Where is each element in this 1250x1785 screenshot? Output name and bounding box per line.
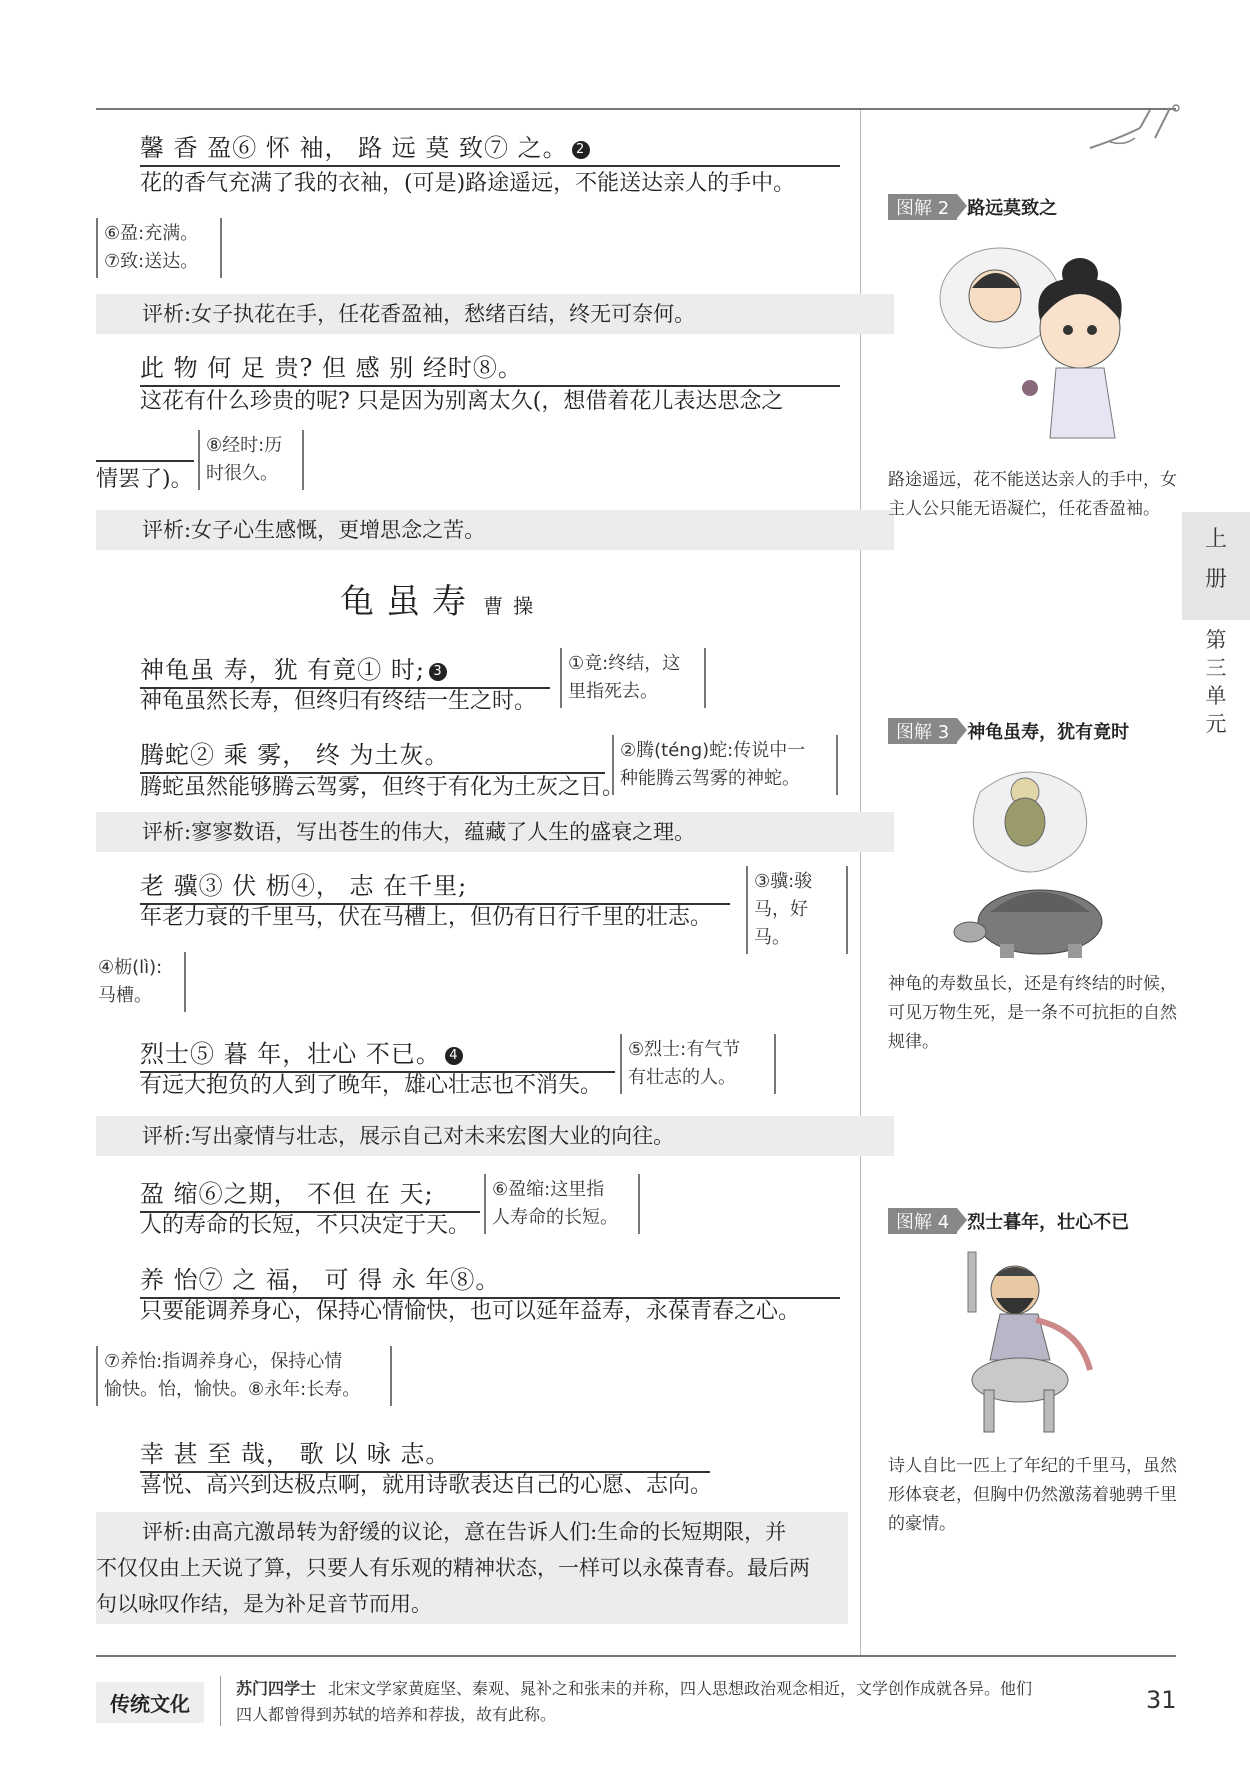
poem-line: 烈士⑤ 暮 年，壮心 不已。 4 <box>140 1034 615 1073</box>
unit-tab: 第 三 单 元 <box>1182 620 1250 746</box>
annotation-box: ②腾(téng)蛇:传说中一 种能腾云驾雾的神蛇。 <box>612 735 838 795</box>
footer-text: 苏门四学士 北宋文学家黄庭坚、秦观、晁补之和张耒的并称，四人思想政治观念相近，文学创作成就各异。他们 四人都曾得到苏轼的培养和荐拔，故有此称。 <box>236 1679 1033 1724</box>
column-divider <box>860 110 861 1655</box>
figure-label: 图解 4 烈士暮年，壮心不已 <box>888 1208 1129 1234</box>
bottom-rule <box>96 1655 1176 1657</box>
poem-author: 曹操 <box>483 594 544 618</box>
annotation-box: ①竟:终结，这 里指死去。 <box>560 648 706 708</box>
poem-line: 养 怡⑦ 之 福， 可 得 永 年⑧。 <box>140 1260 840 1299</box>
translation: 花的香气充满了我的衣袖，(可是)路途遥远，不能送达亲人的手中。 <box>140 171 796 196</box>
annotation-box: ⑥盈缩:这里指 人寿命的长短。 <box>484 1174 640 1234</box>
note-marker: 3 <box>429 663 447 681</box>
note-marker: 2 <box>572 141 590 159</box>
poem-line: 幸 甚 至 哉， 歌 以 咏 志。 <box>140 1434 710 1473</box>
annotation-box: ⑧经时:历 时很久。 <box>198 430 304 490</box>
poem-line: 神龟虽 寿，犹 有竟① 时; 3 <box>140 650 550 689</box>
top-rule <box>96 108 1176 110</box>
poem-line: 此 物 何 足 贵? 但 感 别 经时⑧。 <box>140 348 840 387</box>
translation: 这花有什么珍贵的呢? 只是因为别离太久(，想借着花儿表达思念之 <box>140 389 784 414</box>
poem-title-row <box>340 574 543 623</box>
illustration-old-warrior-on-horse <box>940 1250 1110 1440</box>
poem-title: 龟虽寿 <box>340 582 478 622</box>
annotation-box: ⑥盈:充满。 ⑦致:送达。 <box>96 218 222 278</box>
figure-label: 图解 2 路远莫致之 <box>888 194 1057 220</box>
annotation-box: ③骥:骏 马，好马。 <box>746 866 848 954</box>
poem-line: 腾蛇② 乘 雾， 终 为土灰。 <box>140 735 605 774</box>
poem-line: 盈 缩⑥之期， 不但 在 天; <box>140 1174 480 1213</box>
figure-caption: 神龟的寿数虽长，还是有终结的时候，可见万物生死，是一条不可抗拒的自然规律。 <box>888 974 1177 1052</box>
illustration-woman-with-flower <box>930 238 1150 448</box>
commentary: 评析:由高亢激昂转为舒缓的议论，意在告诉人们:生命的长短期限，并 不仅仅由上天说了算，只要人有乐观的精神状态，一样可以永葆青春。最后两 句以咏叹作结，是为补足音节而用。 <box>96 1512 848 1624</box>
annotation-box: ⑤烈士:有气节 有壮志的人。 <box>620 1034 776 1094</box>
leaf-ornament-icon <box>1080 98 1190 158</box>
figure-label: 图解 3 神龟虽寿，犹有竟时 <box>888 718 1129 744</box>
page-number: 31 <box>1146 1686 1177 1714</box>
poem-line: 馨 香 盈⑥ 怀 袖， 路 远 莫 致⑦ 之。 2 <box>140 128 840 167</box>
translation: 只要能调养身心，保持心情愉快，也可以延年益寿，永葆青春之心。 <box>140 1299 801 1324</box>
commentary: 评析:女子心生感慨，更增思念之苦。 <box>96 510 894 550</box>
note-marker: 4 <box>445 1047 463 1065</box>
commentary: 评析:写出豪情与壮志，展示自己对未来宏图大业的向往。 <box>96 1116 894 1156</box>
translation: 人的寿命的长短，不只决定于天。 <box>140 1213 471 1238</box>
translation: 年老力衰的千里马，伏在马槽上，但仍有日行千里的壮志。 <box>140 905 713 930</box>
footer-tag: 传统文化 <box>96 1682 204 1723</box>
translation: 有远大抱负的人到了晚年，雄心壮志也不消失。 <box>140 1073 603 1098</box>
footer-term: 苏门四学士 <box>236 1679 317 1698</box>
annotation-box: ⑦养怡:指调养身心，保持心情 愉快。怡，愉快。⑧永年:长寿。 <box>96 1346 392 1406</box>
translation: 腾蛇虽然能够腾云驾雾，但终于有化为土灰之日。 <box>140 775 625 800</box>
translation: 神龟虽然长寿，但终归有终结一生之时。 <box>140 689 537 714</box>
commentary: 评析:女子执花在手，任花香盈袖，愁绪百结，终无可奈何。 <box>96 294 894 334</box>
commentary: 评析:寥寥数语，写出苍生的伟大，蕴藏了人生的盛衰之理。 <box>96 812 894 852</box>
illustration-turtle <box>940 762 1120 962</box>
poem-line: 老 骥③ 伏 枥④， 志 在千里; <box>140 866 730 905</box>
annotation-box: ④枥(lì): 马槽。 <box>92 952 186 1012</box>
volume-tab: 上 册 <box>1182 512 1250 620</box>
translation: 喜悦、高兴到达极点啊，就用诗歌表达自己的心愿、志向。 <box>140 1473 713 1498</box>
figure-caption: 路途遥远，花不能送达亲人的手中，女主人公只能无语凝伫，任花香盈袖。 <box>888 470 1177 519</box>
translation-end: 情罢了)。 <box>96 467 193 492</box>
figure-caption: 诗人自比一匹上了年纪的千里马，虽然形体衰老，但胸中仍然激荡着驰骋千里的豪情。 <box>888 1456 1177 1534</box>
